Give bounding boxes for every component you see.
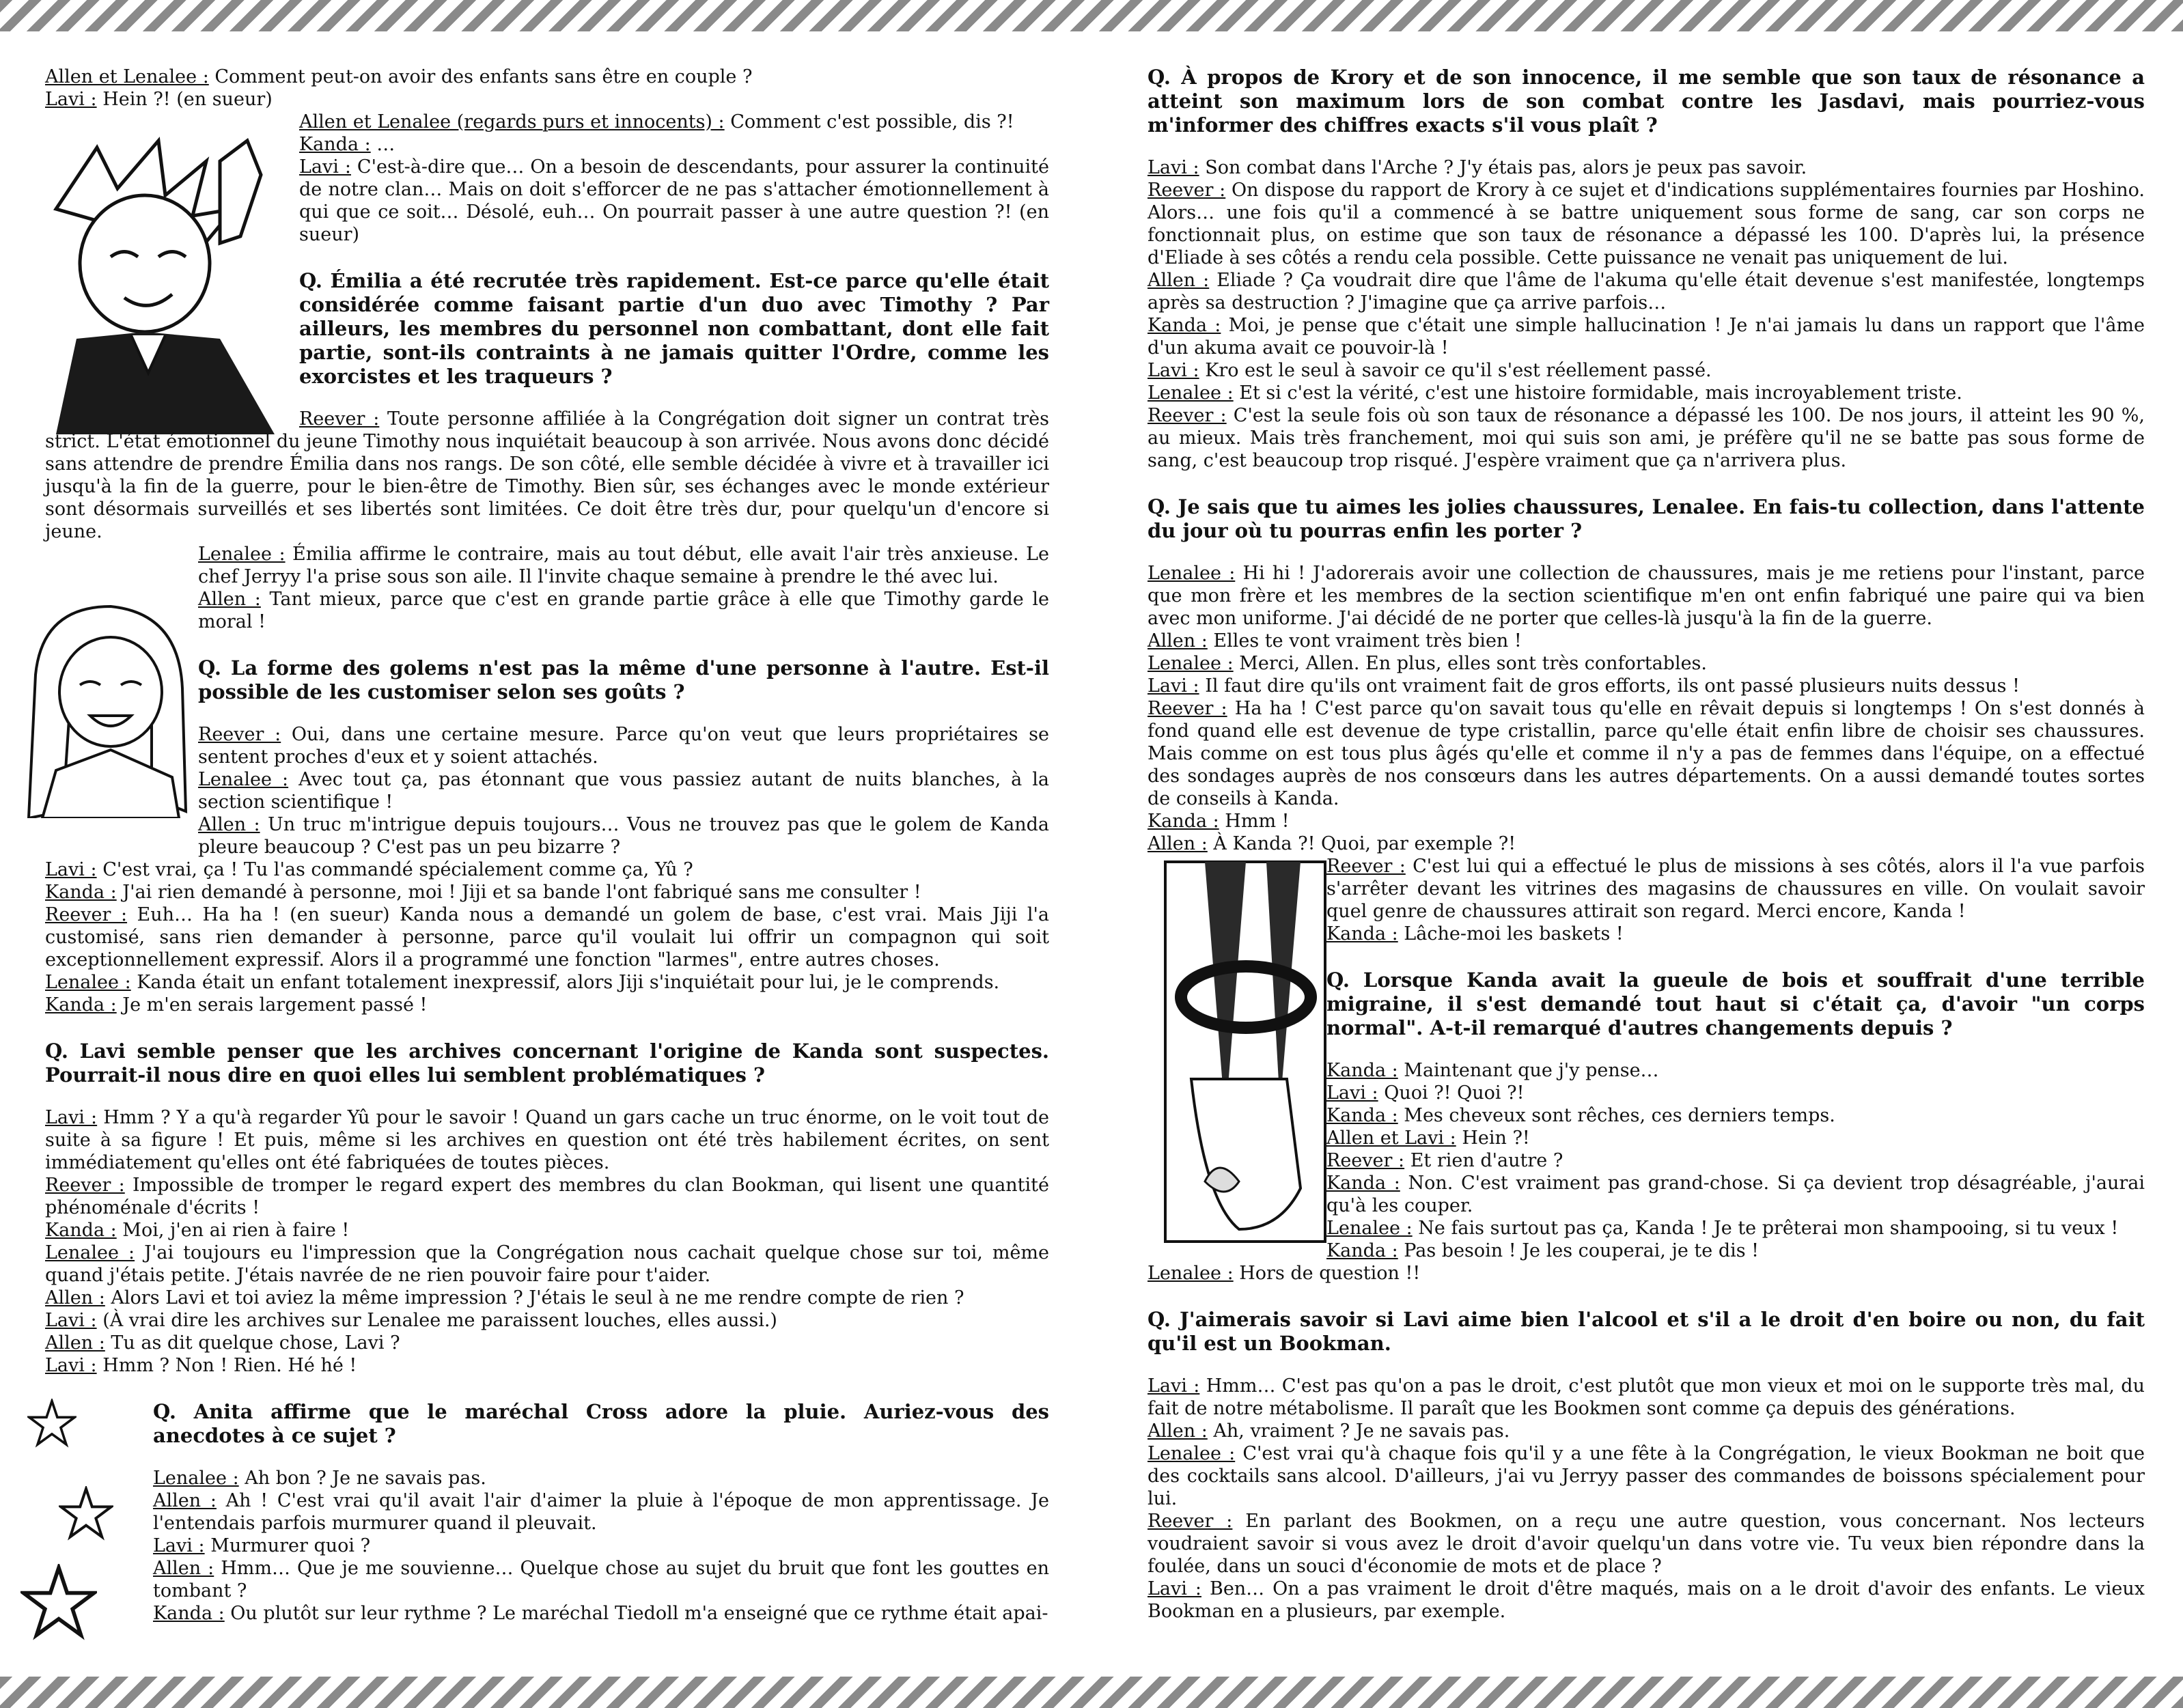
dialogue-text: Comment peut-on avoir des enfants sans être en couple ?	[208, 66, 753, 87]
dialogue-text: Hi hi ! J'adorerais avoir une collection de chaussures, mais je me retiens pour l'instant, parce que mon frère et les membres de la section scientifique m'en ont enfin fabriqué une paire qui va bien avec mon uniforme. J'ai décidé de ne porter que celles-là jusqu'à la fin de la guerre.	[1148, 563, 2145, 629]
dialogue-text: Murmurer quoi ?	[204, 1535, 371, 1556]
speaker-label: Lavi :	[299, 156, 351, 178]
speaker-label: Kanda :	[153, 1603, 225, 1624]
left-page-column	[45, 66, 1049, 1625]
speaker-label: Lavi :	[45, 89, 97, 110]
dialogue-text: Hmm… Que je me souvienne… Quelque chose au sujet du bruit que font les gouttes en tombant ?	[153, 1558, 1049, 1601]
dialogue-text: C'est la seule fois où son taux de résonance a dépassé les 100. De nos jours, il atteint les 90 %, au mieux. Mais très franchement, moi qui suis son ami, je préfère qu'il ne se batte pas sous forme de sang, c'est beaucoup trop risqué. J'espère vraiment que ça n'arrivera plus.	[1148, 405, 2145, 471]
speaker-label: Lavi :	[45, 1355, 97, 1376]
speaker-label: Allen :	[153, 1558, 214, 1579]
speaker-label: Reever :	[1148, 405, 1227, 426]
speaker-label: Lenalee :	[1148, 1443, 1236, 1464]
speaker-label: Allen :	[198, 814, 260, 835]
dialogue-text: Émilia affirme le contraire, mais au tout début, elle avait l'air très anxieuse. Le chef Jerryy l'a prise sous son aile. Il l'invite chaque semaine à prendre le thé avec lui.	[198, 544, 1050, 587]
speaker-label: Lavi :	[153, 1535, 205, 1556]
speaker-label: Lavi :	[1148, 360, 1199, 381]
speaker-label: Lenalee :	[198, 544, 286, 565]
dialogue-text: Ben… On a pas vraiment le droit d'être maqués, mais on a le droit d'avoir des enfants. Le vieux Bookman en a plusieurs, par exemple.	[1148, 1578, 2145, 1622]
top-border-stripe	[0, 0, 2183, 31]
speaker-label: Allen :	[198, 589, 261, 610]
speaker-label: Reever :	[45, 904, 128, 925]
dialogue-text: Maintenant que j'y pense…	[1398, 1060, 1659, 1081]
speaker-label: Reever :	[1326, 1150, 1405, 1171]
dialogue-text: Lâche-moi les baskets !	[1398, 923, 1624, 944]
speaker-label: Kanda :	[1326, 1240, 1398, 1261]
dialogue-text: Et rien d'autre ?	[1404, 1150, 1563, 1171]
speaker-label: Lavi :	[1326, 1082, 1378, 1104]
speaker-label: Allen :	[153, 1490, 217, 1511]
dialogue-text: Hors de question !!	[1233, 1263, 1421, 1284]
question-heading: Q. À propos de Krory et de son innocence, il me semble que son taux de résonance a atteint son maximum lors de son combat contre les Jasdavi, mais pourriez-vous m'informer des chiffres exacts s'il vous plaît ?	[1148, 66, 2145, 137]
dialogue-text: C'est-à-dire que… On a besoin de descendants, pour assurer la continuité de notre clan… Mais on doit s'efforcer de ne pas s'attacher émotionnellement à qui que ce soit… Désolé, euh… On pourrait passer à une autre question ?! (en sueur)	[299, 156, 1049, 245]
speaker-label: Kanda :	[1326, 923, 1398, 944]
speaker-label: Lenalee :	[198, 769, 289, 790]
dialogue-text: Kanda était un enfant totalement inexpressif, alors Jiji s'inquiétait pour lui, je le comprends.	[130, 972, 1000, 993]
speaker-label: Kanda :	[45, 1220, 117, 1241]
speaker-label: Lenalee :	[1148, 563, 1236, 584]
archives-section	[45, 1039, 1049, 1377]
alcohol-dialogue	[1148, 1375, 2145, 1623]
dialogue-text: Tant mieux, parce que c'est en grande partie grâce à elle que Timothy garde le moral !	[198, 589, 1049, 632]
dialogue-text: À Kanda ?! Quoi, par exemple ?!	[1207, 833, 1516, 854]
dialogue-text: Non. C'est vraiment pas grand-chose. Si ça devient trop désagréable, j'aurai qu'à les couper.	[1326, 1173, 2145, 1216]
dialogue-text: Mes cheveux sont rêches, ces derniers temps.	[1398, 1105, 1835, 1126]
speaker-label: Allen :	[1148, 833, 1208, 854]
dialogue-text: Tu as dit quelque chose, Lavi ?	[105, 1332, 400, 1354]
speaker-label: Allen :	[45, 1332, 105, 1354]
reever-emilia-answer	[45, 408, 1049, 543]
dialogue-text: Hmm ? Non ! Rien. Hé hé !	[96, 1355, 357, 1376]
dialogue-text: Ah bon ? Je ne savais pas.	[238, 1468, 486, 1489]
krory-dialogue	[1148, 156, 2145, 472]
speaker-label: Lenalee :	[1326, 1218, 1413, 1239]
dialogue-text: Elles te vont vraiment très bien !	[1207, 630, 1522, 652]
dialogue-text: Il faut dire qu'ils ont vraiment fait de gros efforts, ils ont passé plusieurs nuits dessus !	[1199, 675, 2020, 697]
speaker-label: Reever :	[1148, 1511, 1233, 1532]
question-heading: Q. La forme des golems n'est pas la même d'une personne à l'autre. Est-il possible de les customiser selon ses goûts ?	[198, 656, 1049, 703]
dialogue-text: Moi, je pense que c'était une simple hallucination ! Je n'ai jamais lu dans un rapport que l'âme d'un akuma avait ce pouvoir-là !	[1148, 315, 2145, 359]
golem-dialogue	[45, 858, 1049, 1016]
dialogue-text: Euh… Ha ha ! (en sueur) Kanda nous a demandé un golem de base, c'est vrai. Mais Jiji l'a customisé, sans rien demander à personne, parce qu'il voulait lui offrir un compagnon qui soit exceptionnellement expressif. Alors il a programmé une fonction "larmes", entre autres choses.	[45, 904, 1050, 970]
dialogue-text: Eliade ? Ça voudrait dire que l'âme de l'akuma qu'elle était devenue s'est manifestée, longtemps après sa destruction ? J'imagine que ça arrive parfois…	[1148, 270, 2145, 313]
dialogue-text: Hmm !	[1219, 811, 1290, 832]
question-heading: Q. Lorsque Kanda avait la gueule de bois et souffrait d'une terrible migraine, il s'est demandé tout haut si c'était ça, d'avoir "un corps normal". A-t-il remarqué d'autres changements depuis ?	[1326, 968, 2145, 1039]
dialogue-text: En parlant des Bookmen, on a reçu une autre question, vous concernant. Nos lecteurs voudraient savoir si vous avez le droit d'avoir quelqu'un dans votre vie. Tu veux bien répondre dans la foulée, dans un souci d'économie de mots et de place ?	[1148, 1511, 2145, 1577]
dialogue-text: Impossible de tromper le regard expert des membres du clan Bookman, qui lisent une quantité phénoménale d'écrits !	[45, 1175, 1049, 1218]
question-heading: Q. Je sais que tu aimes les jolies chaussures, Lenalee. En fais-tu collection, dans l'attente du jour où tu pourras enfin les porter ?	[1148, 495, 2145, 542]
speaker-label: Allen :	[1148, 630, 1208, 652]
speaker-label: Allen et Lavi :	[1326, 1128, 1456, 1149]
dialogue-text: Pas besoin ! Je les couperai, je te dis !	[1398, 1240, 1760, 1261]
speaker-label: Lavi :	[1148, 675, 1199, 697]
speaker-label: Kanda :	[1326, 1060, 1398, 1081]
speaker-label: Kanda :	[45, 882, 117, 903]
indented-dialogue-2	[45, 543, 1049, 858]
speaker-label: Lavi :	[45, 1310, 97, 1331]
speaker-label: Lenalee :	[1148, 1263, 1234, 1284]
hangover-last-line	[1148, 1262, 2145, 1285]
question-heading: Q. Anita affirme que le maréchal Cross adore la pluie. Auriez-vous des anecdotes à ce sujet ?	[153, 1400, 1049, 1447]
dialogue-text: Je m'en serais largement passé !	[116, 994, 428, 1016]
question-heading: Q. J'aimerais savoir si Lavi aime bien l'alcool et s'il a le droit d'en boire ou non, du fait qu'il est un Bookman.	[1148, 1308, 2145, 1355]
speaker-label: Allen :	[1148, 270, 1210, 291]
dialogue-text: Toute personne affiliée à la Congrégation doit signer un contrat très strict. L'état émotionnel du jeune Timothy nous inquiétait beaucoup à son arrivée. Nous avons donc décidé sans attendre de prendre Émilia dans nos rangs. De son côté, elle semble décidée à vivre et à travailler ici jusqu'à la fin de la guerre, pour le bien-être de Timothy. Bien sûr, ses échanges avec le monde extérieur sont désormais surveillés et ses libertés sont limitées. Ce doit être très dur, pour quelqu'un d'encore si jeune.	[45, 408, 1050, 542]
dialogue-text: C'est vrai qu'à chaque fois qu'il y a une fête à la Congrégation, le vieux Bookman ne boit que des cocktails sans alcool. D'ailleurs, j'ai vu Jerryy passer des commandes de boissons spécialement pour lui.	[1148, 1443, 2145, 1509]
dialogue-text: Kro est le seul à savoir ce qu'il s'est réellement passé.	[1199, 360, 1712, 381]
dialogue-text: Hmm ? Y a qu'à regarder Yû pour le savoir ! Quand un gars cache un truc énorme, on le voit tout de suite à sa figure ! Et puis, même si les archives en question ont été très habilement écrites, on sent immédiatement qu'elles ont été fabriquées de toutes pièces.	[45, 1107, 1049, 1173]
speaker-label: Lavi :	[45, 1107, 98, 1128]
dialogue-text: C'est vrai, ça ! Tu l'as commandé spécialement comme ça, Yû ?	[96, 859, 693, 880]
speaker-label: Kanda :	[1326, 1105, 1398, 1126]
dialogue-text: J'ai rien demandé à personne, moi ! Jiji et sa bande l'ont fabriqué sans me consulter !	[116, 882, 921, 903]
dialogue-text: On dispose du rapport de Krory à ce sujet et d'indications supplémentaires fournies par Hoshino. Alors… une fois qu'il a commencé à se battre uniquement sous forme de sang, car son corps ne fonctionnait plus, on estime que son taux de résonance a dépassé les 100. D'après lui, la présence d'Eliade à ses côtés a rendu cela possible. Cette puissance ne venait pas uniquement de lui.	[1148, 180, 2145, 268]
speaker-label: Reever :	[1148, 180, 1226, 201]
dialogue-text: Oui, dans une certaine mesure. Parce qu'on veut que leurs propriétaires se sentent proches d'eux et y soient attachés.	[198, 724, 1049, 768]
speaker-label: Kanda :	[1148, 315, 1221, 336]
speaker-label: Lenalee :	[45, 1242, 135, 1263]
dialogue-text: Comment c'est possible, dis ?!	[724, 111, 1014, 132]
dialogue-text: Et si c'est la vérité, c'est une histoire formidable, mais incroyablement triste.	[1233, 382, 1962, 404]
dialogue-text: C'est lui qui a effectué le plus de missions à ses côtés, alors il l'a vue parfois s'arrêter devant les vitrines des magasins de chaussures en ville. On voulait savoir quel genre de chaussures attirait son regard. Merci encore, Kanda !	[1326, 856, 2145, 922]
speaker-label: Allen :	[45, 1287, 105, 1308]
shoes-indented-dialogue	[1148, 855, 2145, 1262]
bottom-border-stripe	[0, 1677, 2183, 1708]
speaker-label: Allen et Lenalee (regards purs et innocents) :	[299, 111, 725, 132]
speaker-label: Lavi :	[1148, 1578, 1201, 1599]
speaker-label: Allen et Lenalee :	[45, 66, 209, 87]
speaker-label: Allen :	[1148, 1420, 1208, 1442]
dialogue-text: Moi, j'en ai rien à faire !	[116, 1220, 350, 1241]
dialogue-text: Quoi ?! Quoi ?!	[1378, 1082, 1525, 1104]
dialogue-text: Hmm… C'est pas qu'on a pas le droit, c'est plutôt que mon vieux et moi on le supporte très mal, du fait de notre métabolisme. Il paraît que les Bookmen sont comme ça depuis des générations.	[1148, 1375, 2145, 1419]
speaker-label: Lavi :	[1148, 157, 1199, 178]
speaker-label: Reever :	[1148, 698, 1227, 719]
dialogue-text: Hein ?! (en sueur)	[96, 89, 273, 110]
anita-section	[45, 1400, 1049, 1625]
dialogue-text: …	[370, 134, 395, 155]
speaker-label: Lenalee :	[153, 1468, 239, 1489]
dialogue-text: Ne fais surtout pas ça, Kanda ! Je te prêterai mon shampooing, si tu veux !	[1412, 1218, 2119, 1239]
dialogue-text: Hein ?!	[1456, 1128, 1530, 1149]
question-heading: Q. Lavi semble penser que les archives concernant l'origine de Kanda sont suspectes. Pourrait-il nous dire en quoi elles lui semblent problématiques ?	[45, 1039, 1049, 1087]
speaker-label: Reever :	[198, 724, 281, 745]
dialogue-text: Ah, vraiment ? Je ne savais pas.	[1207, 1420, 1510, 1442]
speaker-label: Reever :	[299, 408, 380, 430]
dialogue-text: Alors Lavi et toi aviez la même impression ? J'étais le seul à ne me rendre compte de rien ?	[105, 1287, 964, 1308]
dialogue-text: Ou plutôt sur leur rythme ? Le maréchal Tiedoll m'a enseigné que ce rythme était apai-	[224, 1603, 1048, 1624]
dialogue-text: Merci, Allen. En plus, elles sont très confortables.	[1233, 653, 1707, 674]
shoes-dialogue	[1148, 562, 2145, 855]
speaker-label: Lavi :	[45, 859, 97, 880]
dialogue-text: (À vrai dire les archives sur Lenalee me paraissent louches, elles aussi.)	[96, 1310, 777, 1331]
dialogue-text: Son combat dans l'Arche ? J'y étais pas, alors je peux pas savoir.	[1199, 157, 1807, 178]
top-lines	[45, 66, 1049, 111]
question-heading: Q. Émilia a été recrutée très rapidement. Est-ce parce qu'elle était considérée comme faisant partie d'un duo avec Timothy ? Par ailleurs, les membres du personnel non combattant, dont elle fait partie, sont-ils contraints à ne jamais quitter l'Ordre, comme les exorcistes et les traqueurs ?	[299, 269, 1049, 388]
right-page-column	[1148, 66, 2145, 1623]
speaker-label: Lenalee :	[1148, 653, 1234, 674]
dialogue-text: Un truc m'intrigue depuis toujours… Vous ne trouvez pas que le golem de Kanda pleure beaucoup ? C'est pas un peu bizarre ?	[198, 814, 1049, 858]
speaker-label: Lenalee :	[45, 972, 131, 993]
speaker-label: Lenalee :	[1148, 382, 1234, 404]
indented-dialogue-1	[45, 111, 1049, 389]
speaker-label: Kanda :	[299, 134, 371, 155]
dialogue-text: Ah ! C'est vrai qu'il avait l'air d'aimer la pluie à l'époque de mon apprentissage. Je l'entendais parfois murmurer quand il pleuvait.	[153, 1490, 1049, 1534]
speaker-label: Reever :	[1326, 856, 1406, 877]
speaker-label: Kanda :	[1148, 811, 1219, 832]
dialogue-text: Avec tout ça, pas étonnant que vous passiez autant de nuits blanches, à la section scientifique !	[198, 769, 1049, 813]
dialogue-text: J'ai toujours eu l'impression que la Congrégation nous cachait quelque chose sur toi, même quand j'étais petite. J'étais navrée de ne rien pouvoir faire pour t'aider.	[45, 1242, 1049, 1286]
speaker-label: Kanda :	[45, 994, 117, 1016]
dialogue-text: Ha ha ! C'est parce qu'on savait tous qu'elle en rêvait depuis si longtemps ! On s'est donnés à fond quand elle est devenue de type cristallin, parce qu'elle était enfin libre de choisir ses chaussures. Mais comme on est tous plus âgés qu'elle et comme il n'y a pas de femmes dans l'équipe, on a effectué des sondages auprès de nos consœurs dans les autres départements. On a aussi demandé toutes sortes de conseils à Kanda.	[1148, 698, 2145, 809]
speaker-label: Lavi :	[1148, 1375, 1200, 1397]
speaker-label: Reever :	[45, 1175, 125, 1196]
speaker-label: Kanda :	[1326, 1173, 1400, 1194]
